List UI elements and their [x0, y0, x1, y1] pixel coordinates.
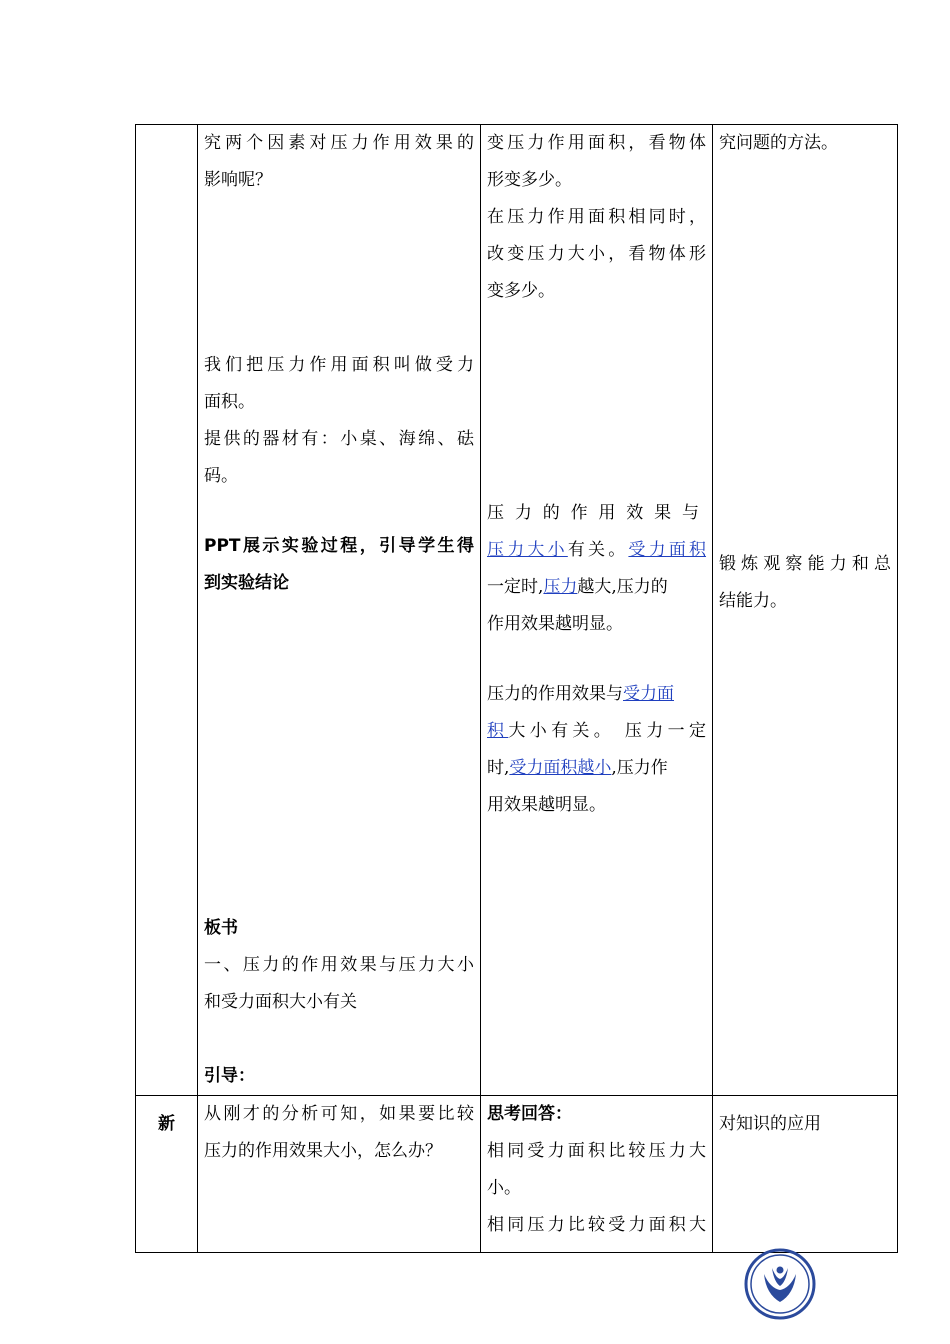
student-activity-cell	[481, 125, 713, 1096]
student-text-line: 小。	[487, 1178, 521, 1198]
intent-text-line: 究问题的方法。	[719, 133, 838, 153]
link-contact-area-b[interactable]: 积	[487, 721, 509, 741]
teacher-text-line: 压力的作用效果大小，怎么办？	[204, 1141, 442, 1161]
lesson-plan-table	[135, 124, 898, 1253]
conclusion-line: 压力的作用效果与	[487, 503, 706, 523]
teacher-text-line: 和受力面积大小有关	[204, 992, 357, 1012]
teacher-text-line: 一、压力的作用效果与压力大小	[204, 955, 474, 975]
student-text-line: 改变压力大小，看物体形	[487, 244, 706, 264]
intent-text-line: 对知识的应用	[719, 1114, 821, 1134]
stage-cell	[136, 125, 198, 1096]
table-row	[136, 1096, 898, 1253]
student-text-line: 变多少。	[487, 281, 555, 301]
teacher-text-line: 究两个因素对压力作用效果的	[204, 133, 474, 153]
conclusion-line: 一定时,压力越大,压力的	[487, 577, 668, 597]
conclusion-line: 压力的作用效果与受力面	[487, 684, 674, 704]
teacher-text-line-bold: PPT展示实验过程，引导学生得	[204, 536, 474, 556]
teacher-text-line: 从刚才的分析可知，如果要比较	[204, 1104, 474, 1124]
design-intent-cell	[713, 1096, 898, 1253]
student-text-line: 相同受力面积比较压力大	[487, 1141, 706, 1161]
intent-text-line: 锻炼观察能力和总	[719, 554, 891, 574]
blackboard-heading: 板书	[204, 918, 238, 938]
school-emblem-icon	[744, 1248, 816, 1320]
student-activity-cell	[481, 1096, 713, 1253]
guide-heading: 引导：	[204, 1066, 255, 1086]
teacher-activity-cell	[198, 1096, 481, 1253]
student-text-line: 形变多少。	[487, 170, 572, 190]
stage-cell-new: 新	[136, 1096, 198, 1253]
conclusion-line: 压力大小有关。受力面积	[487, 540, 707, 560]
conclusion-line: 时,受力面积越小,压力作	[487, 758, 668, 778]
link-contact-area-a[interactable]: 受力面	[623, 684, 674, 704]
conclusion-line: 积大小有关。 压力一定	[487, 721, 706, 741]
link-smaller-area[interactable]: 受力面积越小	[509, 758, 612, 778]
teacher-text-line-bold: 到实验结论	[204, 573, 289, 593]
teacher-activity-cell	[198, 125, 481, 1096]
conclusion-line: 用效果越明显。	[487, 795, 606, 815]
link-contact-area[interactable]: 受力面积	[628, 540, 707, 560]
student-text-line: 变压力作用面积，看物体	[487, 133, 706, 153]
student-text-line: 在压力作用面积相同时，	[487, 207, 706, 227]
conclusion-line: 作用效果越明显。	[487, 614, 623, 634]
teacher-text-line: 影响呢？	[204, 170, 272, 190]
link-pressure[interactable]: 压力	[543, 577, 578, 597]
teacher-text-line: 码。	[204, 466, 238, 486]
student-text-line: 相同压力比较受力面积大	[487, 1215, 706, 1235]
link-pressure-size[interactable]: 压力大小	[487, 540, 568, 560]
teacher-text-line: 我们把压力作用面积叫做受力	[204, 355, 474, 375]
design-intent-cell	[713, 125, 898, 1096]
answer-heading: 思考回答：	[487, 1104, 572, 1124]
teacher-text-line: 提供的器材有：小桌、海绵、砝	[204, 429, 474, 449]
intent-text-line: 结能力。	[719, 591, 787, 611]
teacher-text-line: 面积。	[204, 392, 255, 412]
table-row	[136, 125, 898, 1096]
